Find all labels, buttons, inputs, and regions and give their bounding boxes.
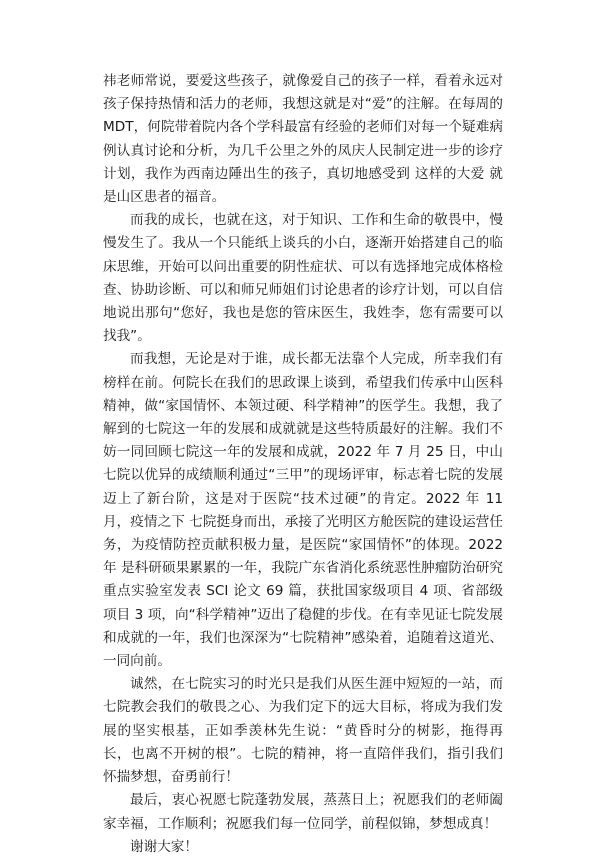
paragraph-1: 祎老师常说，要爱这些孩子，就像爱自己的孩子一样，看着永远对孩子保持热情和活力的老师，我想这就是对“爱”的注解。在每周的 MDT，何院带着院内各个学科最富有经验的老师们对每一个疑难病例认真讨论和分析，为几千公里之外的凤庆人民制定进一步的诊疗计划，我作为西南边陲出生的孩子，真切地感受到 这样的大爱 就是山区患者的福音。	[103, 73, 503, 206]
paragraph-5: 最后，衷心祝愿七院蓬勃发展，蒸蒸日上；祝愿我们的老师阖家幸福，工作顺利；祝愿我们每一位同学，前程似锦，梦想成真！	[103, 792, 503, 832]
paragraph-2: 而我的成长，也就在这，对于知识、工作和生命的敬畏中，慢慢发生了。我从一个只能纸上谈兵的小白，逐渐开始搭建自己的临床思维，开始可以问出重要的阴性症状、可以有选择地完成体格检查、协助诊断、可以和师兄师姐们讨论患者的诊疗计划，可以自信地说出那句“您好，我也是您的管床医生，我姓李，您有需要可以找我”。	[103, 212, 503, 345]
document-body	[103, 70, 503, 859]
paragraph-3: 而我想，无论是对于谁，成长都无法靠个人完成，所幸我们有榜样在前。何院长在我们的思政课上谈到，希望我们传承中山医科精神，做“家国情怀、本领过硬、科学精神”的医学生。我想，我了解到的七院这一年的发展和成就就是这些特质最好的注解。我们不妨一同回顾七院这一年的发展和成就，2022 年 7 月 25 日，中山七院以优异的成绩顺利通过“三甲”的现场评审，标志着七院的发展迈上了新台阶，这是对于医院“技术过硬”的肯定。2022 年 11 月，疫情之下 七院挺身而出，承接了光明区方舱医院的建设运营任务，为疫情防控贡献积极力量，是医院“家国情怀”的体现。2022 年 是科研硕果累累的一年，我院广东省消化系统恶性肿瘤防治研究重点实验室发表 SCI 论文 69 篇，获批国家级项目 4 项、省部级项目 3 项，向“科学精神”迈出了稳健的步伐。在有幸见证七院发展和成就的一年，我们也深深为“七院精神”感染着，追随着这道光、一同向前。	[103, 351, 503, 670]
paragraph-4: 诚然，在七院实习的时光只是我们从医生涯中短短的一站，而七院教会我们的敬畏之心、为我们定下的远大目标，将成为我们发展的坚实根基，正如季羡林先生说：“黄昏时分的树影，拖得再长，也离不开树的根”。七院的精神，将一直陪伴我们，指引我们怀揣梦想，奋勇前行！	[103, 676, 503, 786]
paragraph-6: 谢谢大家！	[130, 838, 198, 855]
